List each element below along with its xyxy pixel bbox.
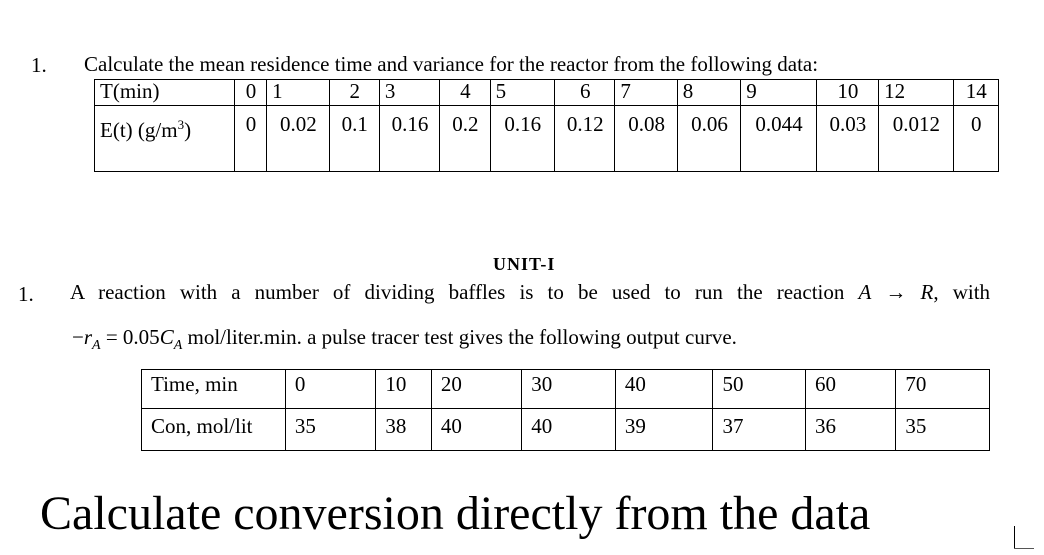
table-cell: 0 [234,106,266,172]
table-row [142,370,990,409]
table-cell: 40 [522,409,616,451]
row-header-time: Time, min [142,370,286,409]
table-cell: 20 [431,370,521,409]
table-cell: 60 [805,370,895,409]
table-cell: 10 [376,370,432,409]
pulse-tracer-table [141,369,990,451]
table-cell: 0.12 [555,106,615,172]
table-cell: 30 [522,370,616,409]
table-row [142,409,990,451]
question-number: 1. [18,282,34,306]
table-cell: 12 [879,80,953,106]
row-header-etd: E(t) $(g/m^3)$ [95,106,235,172]
question-number: 1. [31,53,47,77]
text-cursor [1014,526,1015,548]
table-cell: 0.16 [490,106,554,172]
cursor-baseline [1014,548,1034,549]
question-text-line1: A reaction with a number of dividing baffles is to be used to run the reaction A → R, with [70,280,991,304]
question-text: Calculate the mean residence time and variance for the reactor from the following data: [84,52,819,76]
table-cell: 14 [953,80,998,106]
row-header-time: T(min) [95,80,235,106]
table-cell: 70 [896,370,990,409]
instruction-text: Calculate conversion directly from the data [40,487,871,540]
table-row [95,80,999,106]
table-cell: 40 [615,370,713,409]
table-cell: 9 [741,80,817,106]
table-cell: 0.044 [741,106,817,172]
table-cell: 7 [615,80,677,106]
table-cell: 0.06 [677,106,740,172]
table-cell: 39 [615,409,713,451]
table-cell: 0.02 [267,106,329,172]
table-cell: 0 [285,370,375,409]
table-cell: 0.1 [329,106,379,172]
table-cell: 2 [329,80,379,106]
row-header-concentration: Con, mol/lit [142,409,286,451]
table-cell: 0 [953,106,998,172]
table-cell: 0.2 [440,106,490,172]
table-cell: 0.03 [816,106,878,172]
question-text-line2: $-r_A = 0.05C_A$ mol/liter.min. a pulse tracer test gives the following output curve. [72,325,737,354]
table-cell: 4 [440,80,490,106]
table-cell: 35 [896,409,990,451]
table-cell: 0.012 [879,106,953,172]
table-cell: 37 [713,409,806,451]
table-cell: 35 [285,409,375,451]
table-cell: 5 [490,80,554,106]
unit-heading: UNIT-I [493,254,556,274]
tracer-data-table [94,79,999,172]
table-row [95,106,999,172]
table-cell: 1 [267,80,329,106]
table-cell: 38 [376,409,432,451]
table-cell: 3 [379,80,439,106]
table-cell: 40 [431,409,521,451]
table-cell: 10 [816,80,878,106]
table-cell: 0.16 [379,106,439,172]
table-cell: 0 [234,80,266,106]
table-cell: 36 [805,409,895,451]
table-cell: 0.08 [615,106,677,172]
table-cell: 50 [713,370,806,409]
table-cell: 8 [677,80,740,106]
table-cell: 6 [555,80,615,106]
